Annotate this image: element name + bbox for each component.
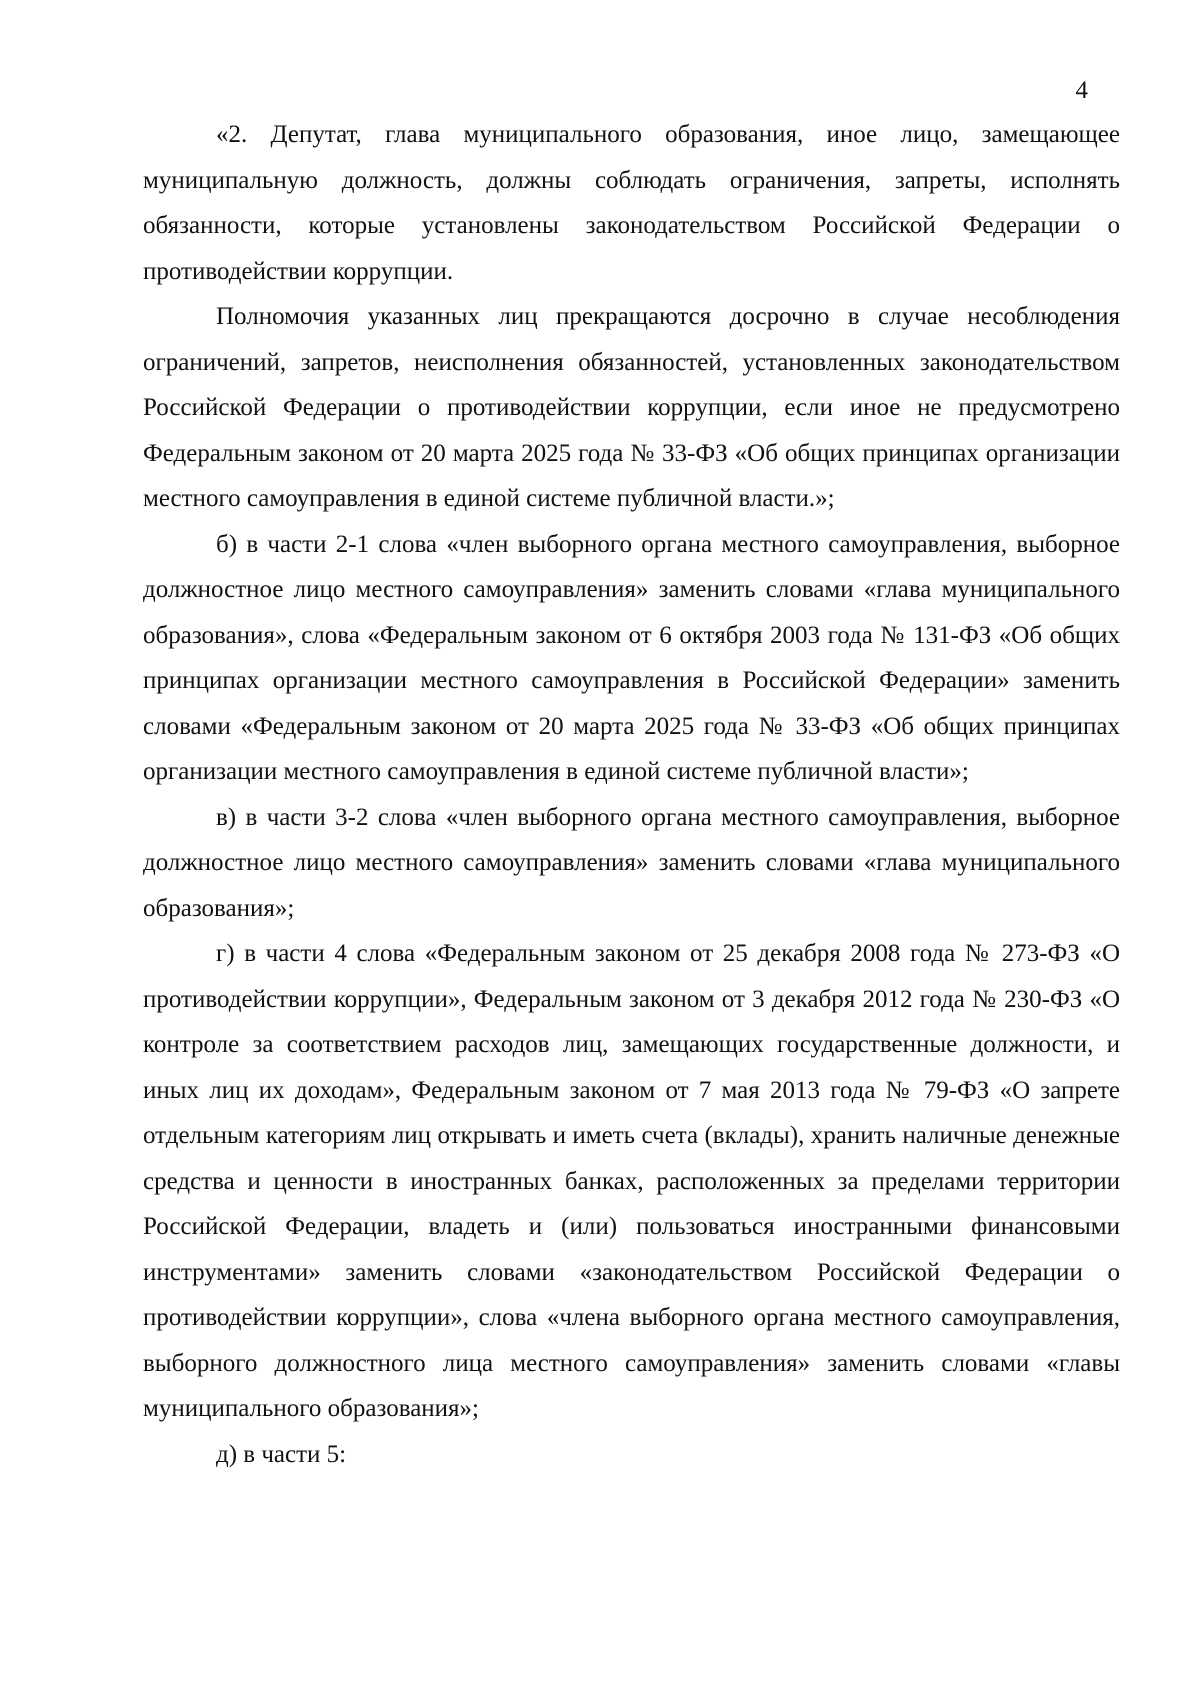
paragraph-item-b: б) в части 2-1 слова «член выборного органа местного самоуправления, выборное должностное лицо местного самоуправления» заменить словами «глава муниципального образования», слова «Федеральным законом от 6 октября 2003 года № 131-ФЗ «Об общих принципах организации местного самоуправления в Российской Федерации» заменить словами «Федеральным законом от 20 марта 2025 года № 33-ФЗ «Об общих принципах организации местного самоуправления в единой системе публичной власти»; [143,530,1120,785]
paragraph-item-v: в) в части 3-2 слова «член выборного органа местного самоуправления, выборное должностное лицо местного самоуправления» заменить словами «глава муниципального образования»; [143,803,1120,922]
page-number: 4 [1075,77,1088,104]
paragraph-item-g: г) в части 4 слова «Федеральным законом от 25 декабря 2008 года № 273-ФЗ «О противодействии коррупции», Федеральным законом от 3 декабря 2012 года № 230-ФЗ «О контроле за соответствием расходов лиц, замещающих государственные должности, и иных лиц их доходам», Федеральным законом от 7 мая 2013 года № 79-ФЗ «О запрете отдельным категориям лиц открывать и иметь счета (вклады), хранить наличные денежные средства и ценности в иностранных банках, расположенных за пределами территории Российской Федерации, владеть и (или) пользоваться иностранными финансовыми инструментами» заменить словами «законодательством Российской Федерации о противодействии коррупции», слова «члена выборного органа местного самоуправления, выборного должностного лица местного самоуправления» заменить словами «главы муниципального образования»; [143,940,1120,1422]
paragraph-deputy-obligations: «2. Депутат, глава муниципального образования, иное лицо, замещающее муниципальную должность, должны соблюдать ограничения, запреты, исполнять обязанности, которые установлены законодательством Российской Федерации о противодействии коррупции. [143,121,1120,285]
paragraph-item-d: д) в части 5: [216,1440,347,1468]
document-body [143,112,1120,1477]
paragraph-early-termination: Полномочия указанных лиц прекращаются досрочно в случае несоблюдения ограничений, запретов, неисполнения обязанностей, установленных законодательством Российской Федерации о противодействии коррупции, если иное не предусмотрено Федеральным законом от 20 марта 2025 года № 33-ФЗ «Об общих принципах организации местного самоуправления в единой системе публичной власти.»; [143,303,1120,512]
